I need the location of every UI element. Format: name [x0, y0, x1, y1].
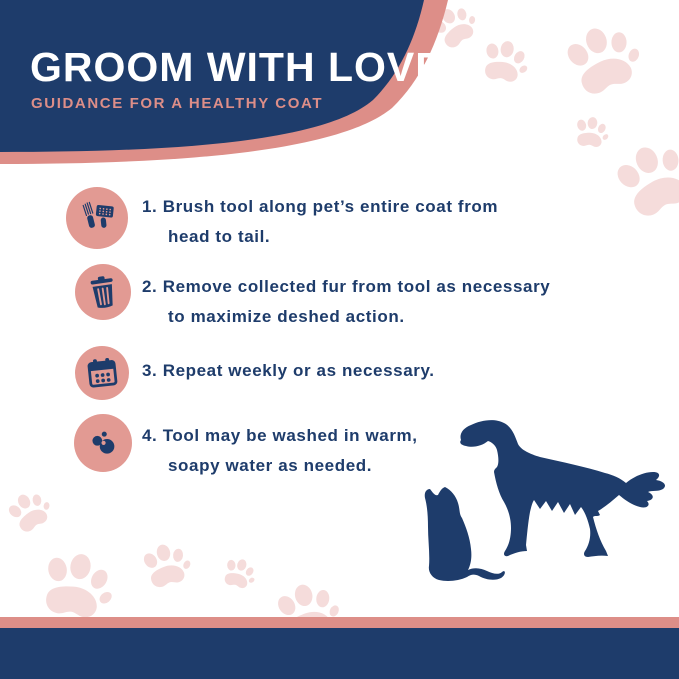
paw-print-icon — [471, 29, 535, 93]
step-text-line: 2. Remove collected fur from tool as necessary — [142, 277, 551, 296]
page-title: GROOM WITH LOVE — [30, 44, 444, 90]
paw-print-icon — [132, 533, 197, 598]
trash-can-icon — [75, 264, 131, 320]
footer-accent-stripe — [0, 617, 679, 628]
step-item-2 — [142, 272, 550, 332]
step-text-line: to maximize deshed action. — [168, 307, 405, 326]
grooming-brush-tools-icon — [66, 187, 128, 249]
step-item-1 — [142, 192, 498, 252]
paw-print-icon — [214, 549, 262, 597]
step-text-line: 3. Repeat weekly or as necessary. — [142, 361, 435, 380]
soap-bubbles-icon — [74, 414, 132, 472]
paw-print-icon — [567, 109, 612, 154]
cat-silhouette — [425, 487, 505, 581]
step-text-line: head to tail. — [168, 227, 271, 246]
page-subtitle: GUIDANCE FOR A HEALTHY COAT — [31, 95, 324, 112]
step-item-3 — [142, 356, 435, 386]
paw-print-icon — [0, 480, 60, 545]
step-text-line: soapy water as needed. — [168, 456, 373, 475]
step-item-4 — [142, 421, 418, 481]
dog-silhouette — [460, 420, 665, 557]
step-text-line: 4. Tool may be washed in warm, — [142, 426, 418, 445]
footer-band — [0, 628, 679, 679]
pet-silhouettes — [410, 405, 679, 590]
calendar-icon — [75, 346, 129, 400]
paw-print-icon — [547, 7, 653, 113]
step-text-line: 1. Brush tool along pet’s entire coat from — [142, 197, 499, 216]
